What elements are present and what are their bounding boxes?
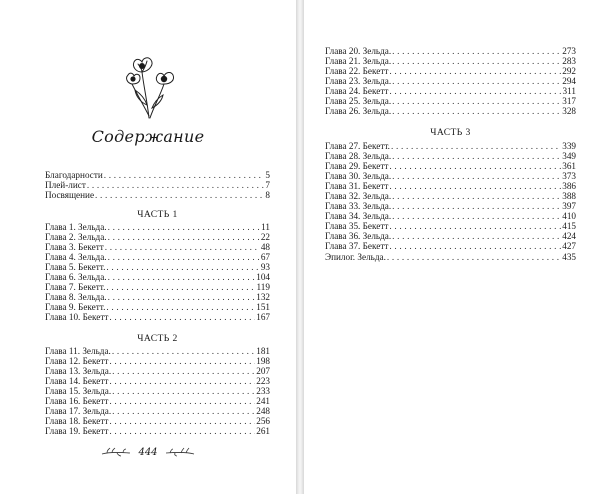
toc-entry[interactable]: Эпилог. Зельда. . . . 435	[325, 252, 576, 262]
toc-entry[interactable]: Посвящение . . . 8	[45, 190, 270, 200]
toc-entry[interactable]: Глава 18. Бекетт . . . 256	[45, 416, 270, 426]
toc-entry[interactable]: Глава 2. Зельда. . . . 22	[45, 232, 270, 242]
toc-entry[interactable]: Глава 34. Зельда. . . . 410	[325, 211, 576, 221]
toc-entry[interactable]: Глава 26. Зельда. . . . 328	[325, 106, 576, 116]
toc-entry[interactable]: Глава 33. Зельда. . . . 397	[325, 201, 576, 211]
toc-entry[interactable]: Глава 22. Бекетт . . . 292	[325, 66, 576, 76]
part-2-list	[45, 333, 270, 436]
part-heading: ЧАСТЬ 1	[137, 209, 178, 220]
toc-entry[interactable]: Глава 21. Зельда. . . . 283	[325, 56, 576, 66]
part-heading: ЧАСТЬ 3	[430, 127, 471, 138]
part-1-list	[45, 209, 270, 322]
toc-entry[interactable]: Глава 37. Бекетт . . . 427	[325, 241, 576, 251]
toc-entry[interactable]: Глава 20. Зельда. . . . 273	[325, 46, 576, 56]
toc-title: Содержание	[91, 127, 205, 146]
toc-entry[interactable]: Глава 16. Бекетт . . . 241	[45, 396, 270, 406]
toc-entry[interactable]: Глава 27. Бекетт. . . . 339	[325, 141, 576, 151]
toc-entry[interactable]: Глава 11. Зельда. . . . 181	[45, 346, 270, 356]
toc-entry[interactable]: Глава 19. Бекетт . . . 261	[45, 426, 270, 436]
page-folio	[0, 446, 296, 458]
toc-entry[interactable]: Глава 4. Зельда. . . . 67	[45, 252, 270, 262]
toc-entry[interactable]: Глава 12. Бекетт . . . 198	[45, 356, 270, 366]
toc-entry[interactable]: Плей-лист . . . 7	[45, 180, 270, 190]
toc-entry[interactable]: Глава 25. Зельда. . . . 317	[325, 96, 576, 106]
toc-entry[interactable]: Глава 31. Бекетт . . . 386	[325, 181, 576, 191]
leaf-vine-ornament-icon	[165, 446, 195, 458]
leaf-vine-ornament-icon	[101, 446, 131, 458]
toc-entry[interactable]: Глава 29. Бекетт . . . 361	[325, 161, 576, 171]
toc-entry[interactable]: Глава 8. Зельда. . . . 132	[45, 292, 270, 302]
front-matter-list	[45, 170, 270, 200]
toc-entry[interactable]: Глава 5. Бекетт. . . . 93	[45, 262, 270, 272]
page-number: 444	[138, 446, 158, 458]
toc-entry[interactable]: Глава 23. Зельда. . . . 294	[325, 76, 576, 86]
toc-entry[interactable]: Глава 17. Зельда. . . . 248	[45, 406, 270, 416]
toc-entry[interactable]: Глава 35. Бекетт . . . 415	[325, 221, 576, 231]
toc-entry[interactable]: Глава 28. Зельда. . . . 349	[325, 151, 576, 161]
toc-entry[interactable]: Глава 13. Зельда. . . . 207	[45, 366, 270, 376]
toc-entry[interactable]: Глава 3. Бекетт . . . 48	[45, 242, 270, 252]
poppy-flowers-icon	[120, 50, 180, 120]
toc-entry[interactable]: Глава 6. Зельда. . . . 104	[45, 272, 270, 282]
toc-entry[interactable]: Глава 15. Зельда. . . . 233	[45, 386, 270, 396]
part-3-list	[325, 127, 576, 262]
toc-entry[interactable]: Благодарности . . . 5	[45, 170, 270, 180]
right-page	[304, 0, 600, 494]
toc-entry[interactable]: Глава 9. Бекетт. . . . 151	[45, 302, 270, 312]
toc-entry[interactable]: Глава 10. Бекетт . . . 167	[45, 312, 270, 322]
part-2-continued-list	[325, 46, 576, 116]
toc-entry[interactable]: Глава 24. Бекетт . . . 311	[325, 86, 576, 96]
toc-entry[interactable]: Глава 36. Зельда. . . . 424	[325, 231, 576, 241]
toc-entry[interactable]: Глава 1. Зельда. . . . 11	[45, 222, 270, 232]
toc-entry[interactable]: Глава 14. Бекетт . . . 223	[45, 376, 270, 386]
toc-entry[interactable]: Глава 30. Зельда. . . . 373	[325, 171, 576, 181]
book-gutter	[296, 0, 304, 494]
toc-entry[interactable]: Глава 32. Зельда. . . . 388	[325, 191, 576, 201]
toc-entry[interactable]: Глава 7. Бекетт. . . . 119	[45, 282, 270, 292]
part-heading: ЧАСТЬ 2	[137, 333, 178, 344]
left-page	[0, 0, 296, 494]
